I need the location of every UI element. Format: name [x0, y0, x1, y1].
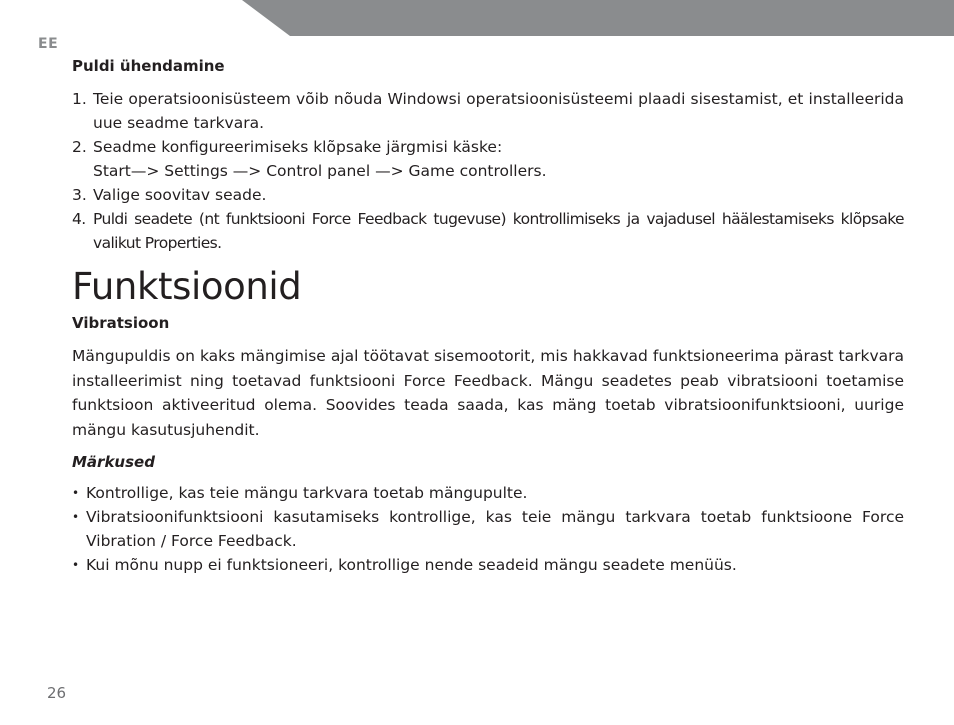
list-item — [72, 553, 904, 577]
notes-list — [72, 481, 904, 577]
step-text: Puldi seadete (nt funktsiooni Force Feedback tugevuse) kontrollimiseks ja vajadusel häälestamiseks klõpsake valikut Properties. — [93, 210, 904, 252]
list-item — [72, 481, 904, 505]
language-tag: EE — [38, 36, 59, 52]
bullet-icon: • — [72, 558, 80, 572]
note-text: Kui mõnu nupp ei funktsioneeri, kontrollige nende seadeid mängu seadete menüüs. — [86, 556, 737, 574]
step-text: Teie operatsioonisüsteem võib nõuda Windowsi operatsioonisüsteemi plaadi sisestamist, et installeerida uue seadme tarkvara. — [93, 90, 904, 132]
step-text: Seadme konfigureerimiseks klõpsake järgmisi käske: — [93, 138, 503, 156]
list-item — [72, 183, 904, 207]
connect-steps-list — [72, 87, 904, 255]
notes-heading: Märkused — [72, 453, 155, 471]
page-content — [72, 54, 904, 577]
note-text: Kontrollige, kas teie mängu tarkvara toetab mängupulte. — [86, 484, 528, 502]
vibration-paragraph: Mängupuldis on kaks mängimise ajal töötavat sisemootorit, mis hakkavad funktsioneerima pärast tarkvara installeerimist ning toetavad funktsiooni Force Feedback. Mängu seadetes peab vibratsiooni toetamise funktsioon aktiveeritud olema. Soovides teada saada, kas mäng toetab vibratsioonifunktsiooni, uurige mängu kasutusjuhendit. — [72, 347, 904, 439]
header-bar — [242, 0, 954, 36]
section-title-functions: Funktsioonid — [72, 265, 302, 308]
list-item — [72, 135, 904, 183]
menu-path: Start—> Settings —> Control panel —> Game controllers. — [93, 162, 547, 180]
section-heading-vibration: Vibratsioon — [72, 314, 170, 332]
step-number: 1. — [72, 90, 87, 108]
step-number: 4. — [72, 210, 86, 228]
step-number: 2. — [72, 138, 87, 156]
bullet-icon: • — [72, 486, 80, 500]
page-number: 26 — [47, 684, 67, 702]
step-number: 3. — [72, 186, 87, 204]
list-item — [72, 207, 904, 255]
note-text: Vibratsioonifunktsiooni kasutamiseks kontrollige, kas teie mängu tarkvara toetab funktsioone Force Vibration / Force Feedback. — [86, 508, 904, 550]
bullet-icon: • — [72, 510, 80, 524]
section-heading-connect: Puldi ühendamine — [72, 57, 225, 75]
list-item — [72, 87, 904, 135]
list-item — [72, 505, 904, 553]
step-text: Valige soovitav seade. — [93, 186, 267, 204]
